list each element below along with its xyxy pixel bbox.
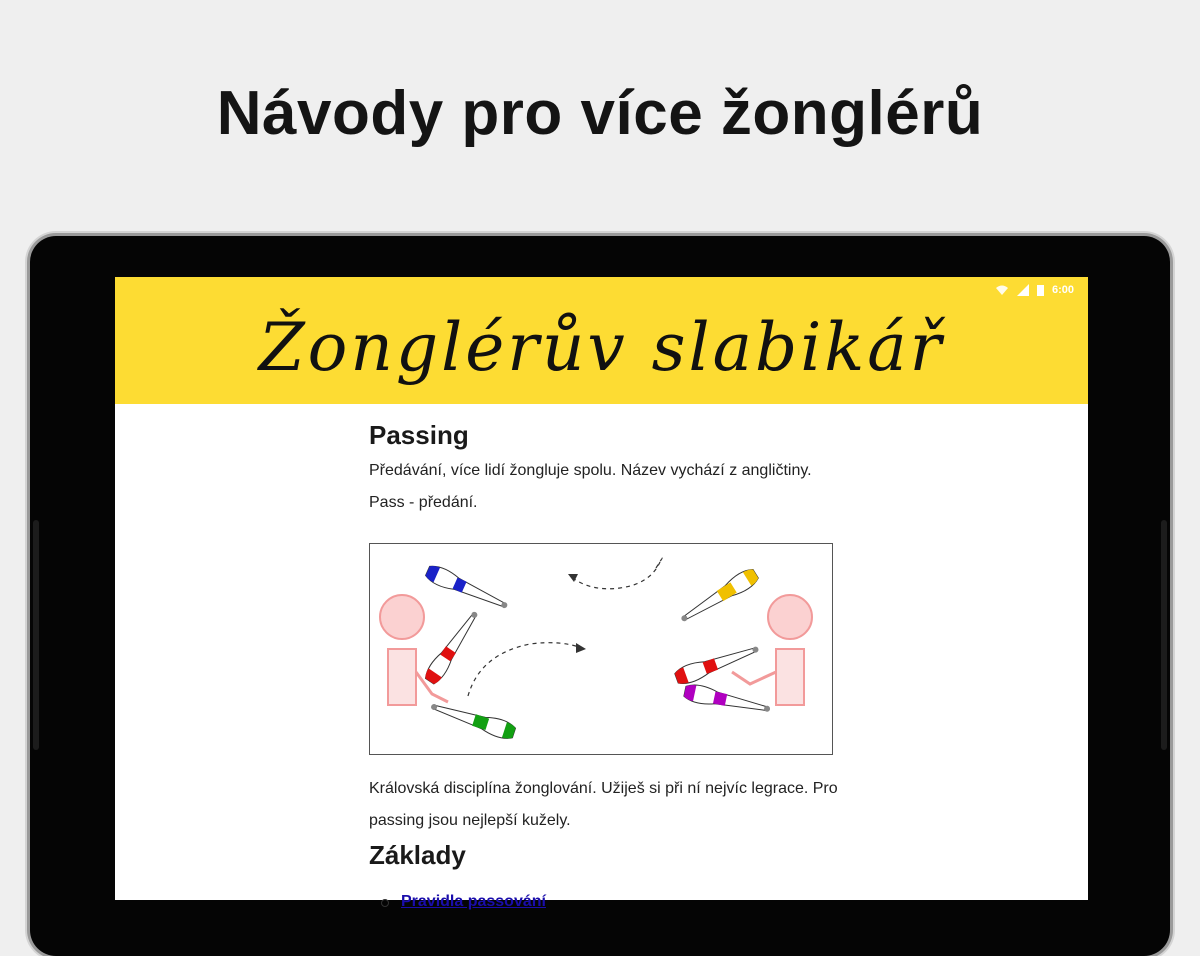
app-logo: [115, 295, 1088, 400]
passing-illustration: [369, 543, 833, 755]
passing-illustration-drawing: [370, 544, 832, 754]
app-header: [115, 277, 1088, 404]
green-club-icon: [428, 698, 516, 742]
throw-arrow-bottom: [576, 643, 586, 653]
yellow-club-icon: [677, 566, 760, 627]
tablet-side-button-left: [33, 520, 39, 750]
right-juggler-arm: [732, 672, 776, 684]
throw-path-top: [570, 558, 662, 589]
left-juggler-body: [388, 649, 416, 705]
red-club-right-icon: [674, 640, 762, 686]
article-heading: Passing: [369, 420, 469, 450]
status-time: 6:00: [1051, 284, 1074, 296]
link-passing-rules[interactable]: Pravidla passování: [401, 893, 546, 910]
purple-club-icon: [683, 683, 772, 718]
article-link-list: [369, 887, 839, 917]
right-juggler-head: [768, 595, 812, 639]
promo-title: Návody pro více žonglérů: [216, 79, 984, 148]
red-club-upper-icon: [423, 608, 483, 686]
list-item: [369, 887, 839, 917]
article-subheading: Základy: [369, 840, 466, 870]
article-intro: Předávání, více lidí žongluje spolu. Název vychází z angličtiny. Pass - předání.: [369, 462, 812, 511]
tablet-side-button-right: [1161, 520, 1167, 750]
right-juggler-body: [776, 649, 804, 705]
article-body: Královská disciplína žonglování. Užiješ si při ní nejvíc legrace. Pro passing jsou nejlepší kužely.: [369, 780, 838, 829]
throw-path-bottom: [468, 643, 582, 696]
app-logo-text: Žonglérův slabikář: [258, 309, 945, 386]
device-screen: [115, 277, 1088, 910]
left-juggler-head: [380, 595, 424, 639]
article-content: [369, 415, 839, 917]
throw-arrow-top: [568, 574, 578, 582]
blue-club-icon: [424, 563, 511, 614]
